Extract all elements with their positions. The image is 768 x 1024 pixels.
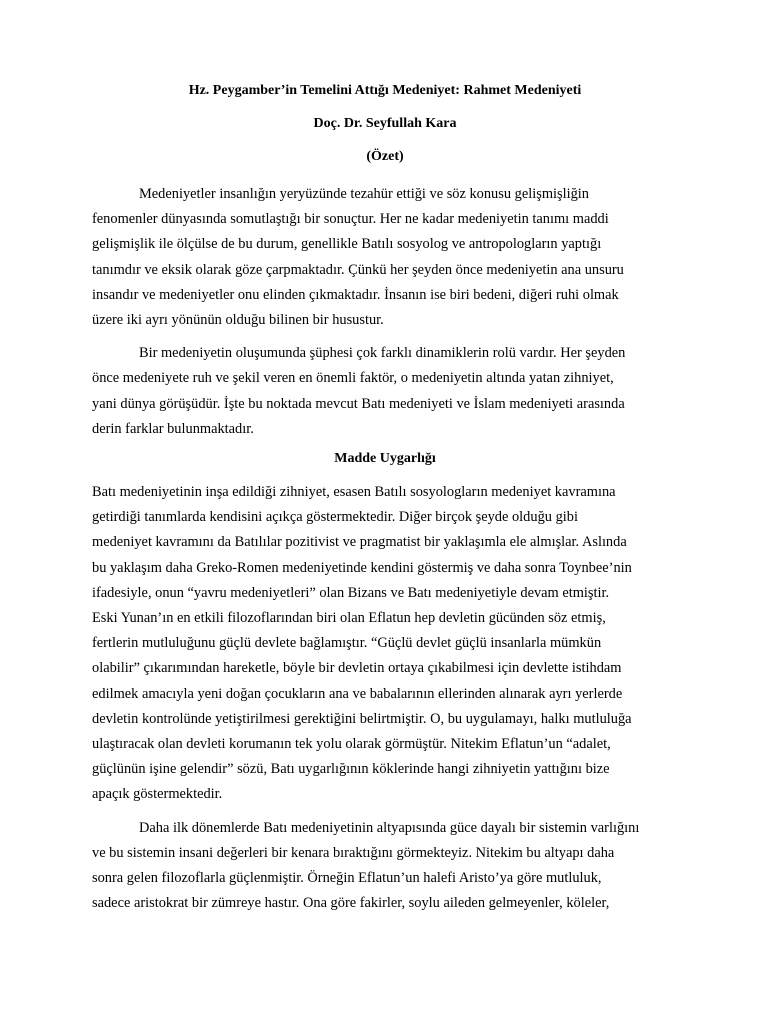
paragraph-2 (92, 341, 678, 442)
paragraph-line: Batı medeniyetinin inşa edildiği zihniyet, esasen Batılı sosyologların medeniyet kavramına (92, 484, 616, 501)
paragraph-line: devletin kontrolünde yetiştirilmesi gerektiğini belirtmiştir. O, bu uygulamayı, halkı mutluluğa (92, 710, 632, 727)
paragraph-line: getirdiği tanımlarda kendisini açıkça göstermektedir. Diğer birçok şeyde olduğu gibi (92, 509, 578, 526)
paragraph-line: Eski Yunan’ın en etkili filozoflarından biri olan Eflatun hep devletin gücünden söz etmiş, (92, 610, 606, 627)
paragraph-line: ifadesiyle, onun “yavru medeniyetleri” olan Bizans ve Batı medeniyetiyle devam etmiştir. (92, 584, 610, 601)
paragraph-line: fertlerin mutluluğunu güçlü devlete bağlamıştır. “Güçlü devlet güçlü insanlarla mümkün (92, 635, 602, 652)
paragraph-line: tanımdır ve eksik olarak göze çarpmaktadır. Çünkü her şeyden önce medeniyetin ana unsuru (92, 261, 624, 278)
paragraph-line: olabilir” çıkarımından hareketle, böyle bir devletin ortaya çıkabilmesi için devlette istihdam (92, 660, 622, 677)
paragraph-line: Medeniyetler insanlığın yeryüzünde tezahür ettiği ve söz konusu gelişmişliğin (139, 186, 590, 202)
paragraph-line: sadece aristokrat bir zümreye hastır. Ona göre fakirler, soylu aileden gelmeyenler, köleler, (92, 895, 610, 912)
paragraph-line: güçlünün işine gelendir” sözü, Batı uygarlığının köklerinde hangi zihniyetin yattığını bize (92, 761, 610, 778)
paragraph-line: medeniyet kavramını da Batılılar pozitivist ve pragmatist bir yaklaşımla ele almışlar. Aslında (92, 534, 627, 551)
paragraph-line: Bir medeniyetin oluşumunda şüphesi çok farklı dinamiklerin rolü vardır. Her şeyden (139, 345, 626, 362)
paragraph-line: insandır ve medeniyetler onu elinden çıkmaktadır. İnsanın ise biri bedeni, diğeri ruhi olmak (92, 286, 619, 303)
paragraph-line: derin farklar bulunmaktadır. (92, 420, 254, 437)
paragraph-line: önce medeniyete ruh ve şekil veren en önemli faktör, o medeniyetin altında yatan zihniyet, (92, 370, 614, 387)
paragraph-line: ve bu sistemin insani değerleri bir kenara bıraktığını görmekteyiz. Nitekim bu altyapı daha (92, 844, 615, 861)
author-name: Doç. Dr. Seyfullah Kara (313, 116, 457, 131)
paragraph-line: edilmek amacıyla yeni doğan çocukların ana ve babalarının ellerinden alınarak ayrı yerlerde (92, 685, 623, 702)
paragraph-line: apaçık göstermektedir. (92, 786, 223, 803)
paragraph-line: bu yaklaşım daha Greko-Romen medeniyetinde kendini göstermiş ve daha sonra Toynbee’nin (92, 559, 632, 576)
paragraph-3 (92, 480, 678, 808)
section-heading: Madde Uygarlığı (334, 451, 436, 467)
paragraph-4 (92, 816, 678, 917)
summary-label: (Özet) (366, 149, 404, 164)
paragraph-line: Daha ilk dönemlerde Batı medeniyetinin altyapısında güce dayalı bir sistemin varlığını (139, 819, 640, 836)
paragraph-line: yani dünya görüşüdür. İşte bu noktada mevcut Batı medeniyeti ve İslam medeniyeti arasında (92, 395, 625, 412)
paragraph-line: ulaştıracak olan devleti korumanın tek yolu olarak görmüştür. Nitekim Eflatun’un “adalet, (92, 736, 611, 753)
paragraph-line: sonra gelen filozoflarla güçlenmiştir. Örneğin Eflatun’un halefi Aristo’ya göre mutluluk, (92, 870, 602, 887)
paragraph-line: üzere iki ayrı yönünün olduğu bilinen bir husustur. (92, 312, 384, 329)
paragraph-line: fenomenler dünyasında somutlaştığı bir sonuçtur. Her ne kadar medeniyetin tanımı maddi (92, 211, 609, 228)
paragraph-1 (92, 182, 678, 333)
document-title: Hz. Peygamber’in Temelini Attığı Medeniyet: Rahmet Medeniyeti (188, 83, 582, 98)
paragraph-line: gelişmişlik ile ölçülse de bu durum, genellikle Batılı sosyolog ve antropologların yaptığı (92, 236, 602, 253)
